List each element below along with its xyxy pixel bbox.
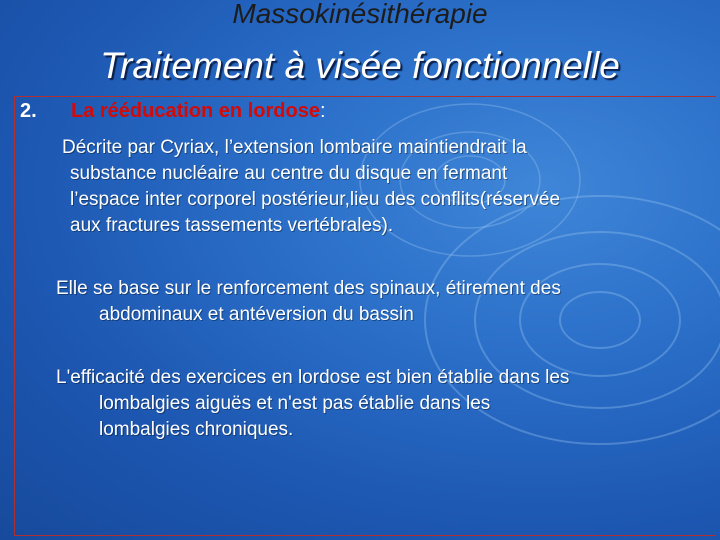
paragraph-efficacite <box>56 365 569 443</box>
paragraph-renforcement <box>56 276 561 328</box>
paragraph-cyriax <box>62 135 560 239</box>
paragraph-line: L'efficacité des exercices en lordose est bien établie dans les <box>56 367 570 388</box>
slide-title: Traitement à visée fonctionnelle <box>100 45 620 86</box>
paragraph-line: lombalgies aiguës et n'est pas établie dans les <box>99 393 491 414</box>
paragraph-line: Décrite par Cyriax, l’extension lombaire maintiendrait la <box>62 137 527 158</box>
paragraph-line: aux fractures tassements vertébrales). <box>70 215 394 236</box>
section-heading-colon: : <box>319 100 326 122</box>
section-heading-text: La rééducation en lordose <box>71 100 320 122</box>
section-number: 2. <box>20 100 37 122</box>
slide-supertitle: Massokinésithérapie <box>232 0 488 29</box>
paragraph-line: lombalgies chroniques. <box>99 419 294 440</box>
paragraph-line: substance nucléaire au centre du disque en fermant <box>70 163 508 184</box>
paragraph-line: Elle se base sur le renforcement des spinaux, étirement des <box>56 278 561 299</box>
paragraph-line: l’espace inter corporel postérieur,lieu des conflits(réservée <box>70 189 561 210</box>
paragraph-line: abdominaux et antéversion du bassin <box>99 304 414 325</box>
section-heading <box>20 98 326 124</box>
